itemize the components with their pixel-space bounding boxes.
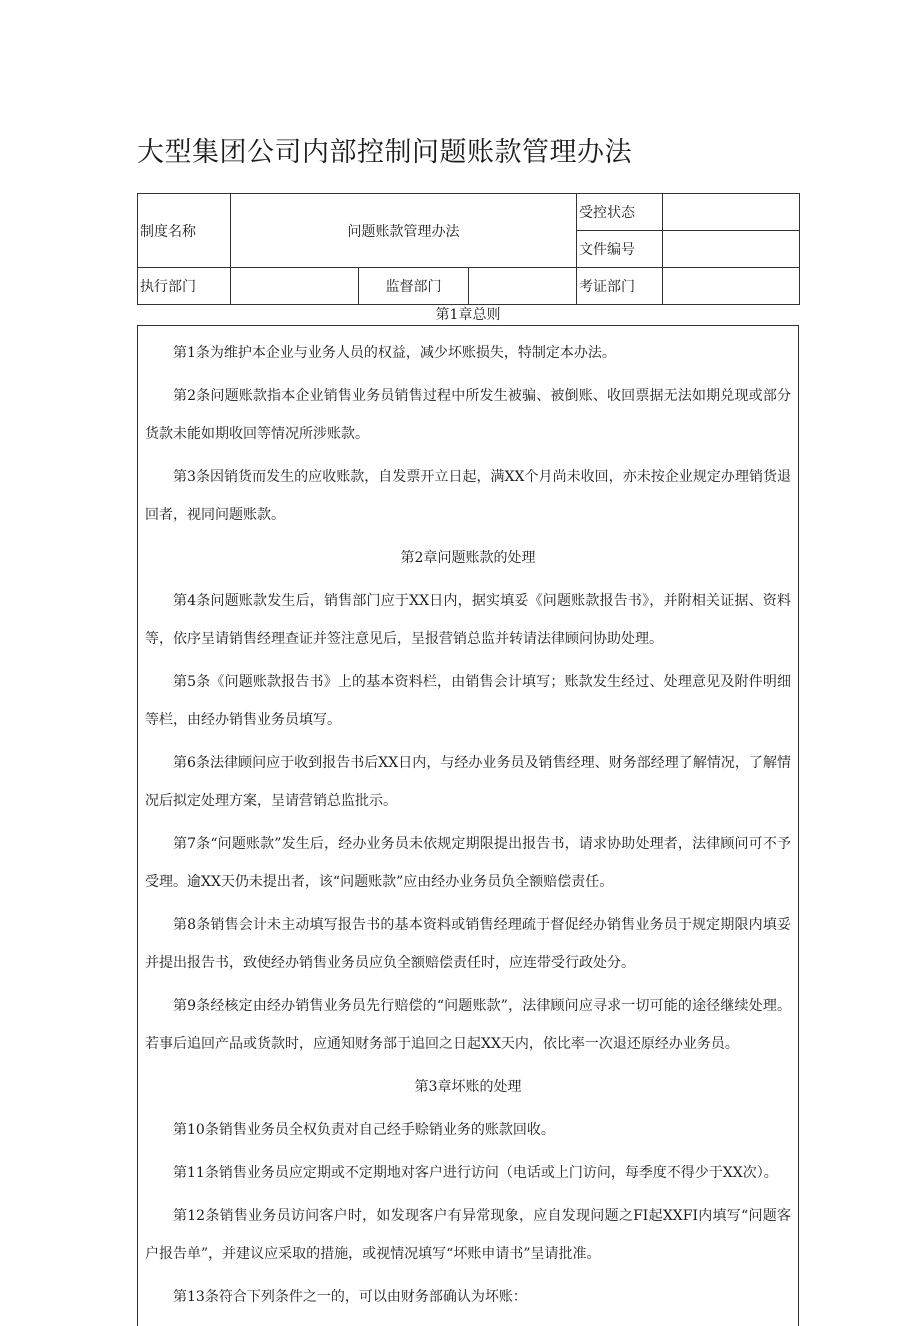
label-system-name: 制度名称 — [138, 194, 231, 268]
value-system-name: 问题账款管理办法 — [231, 194, 577, 268]
label-executing-dept: 执行部门 — [138, 268, 231, 305]
article-2: 第2条问题账款指本企业销售业务员销售过程中所发生被骗、被倒账、收回票据无法如期兑现或部分货款未能如期收回等情况所涉账款。 — [145, 388, 791, 442]
article-list — [137, 334, 799, 1321]
article-3: 第3条因销货而发生的应收账款，自发票开立日起，满XX个月尚未收回，亦未按企业规定办理销货退回者，视同问题账款。 — [145, 469, 791, 523]
chapter-heading-1: 第1章总则 — [435, 307, 501, 323]
article-13: 第13条符合下列条件之一的，可以由财务部确认为坏账： — [173, 1289, 527, 1305]
article-7: 第7条“问题账款”发生后，经办业务员未依规定期限提出报告书，请求协助处理者，法律顾问可不予受理。逾XX天仍未提出者，该“问题账款”应由经办业务员负全额赔偿责任。 — [145, 836, 791, 890]
article-6: 第6条法律顾问应于收到报告书后XX日内，与经办业务员及销售经理、财务部经理了解情况，了解情况后拟定处理方案，呈请营销总监批示。 — [145, 755, 791, 809]
article-12: 第12条销售业务员访问客户时，如发现客户有异常现象，应自发现问题之FI起XXFI内填写“问题客户报告单”，并建议应采取的措施，或视情况填写“坏账申请书”呈请批准。 — [145, 1208, 791, 1262]
document-info-table — [137, 193, 800, 305]
value-control-status — [663, 194, 800, 231]
value-document-number — [663, 231, 800, 268]
value-verifying-dept — [663, 268, 800, 305]
chapter-heading-2: 第2章问题账款的处理 — [400, 550, 536, 566]
chapter-heading-3: 第3章坏账的处理 — [414, 1079, 522, 1095]
article-4: 第4条问题账款发生后，销售部门应于XX日内，据实填妥《问题账款报告书》，并附相关证据、资料等，依序呈请销售经理查证并签注意见后，呈报营销总监并转请法律顾问协助处理。 — [145, 593, 791, 647]
article-5: 第5条《问题账款报告书》上的基本资料栏，由销售会计填写；账款发生经过、处理意见及附件明细等栏，由经办销售业务员填写。 — [145, 674, 791, 728]
page-title: 大型集团公司内部控制问题账款管理办法 — [137, 137, 632, 168]
article-10: 第10条销售业务员全权负责对自己经手赊销业务的账款回收。 — [173, 1122, 555, 1138]
label-verifying-dept: 考证部门 — [577, 268, 663, 305]
label-document-number: 文件编号 — [577, 231, 663, 268]
article-11: 第11条销售业务员应定期或不定期地对客户进行访问（电话或上门访问，每季度不得少于XX次）。 — [173, 1165, 778, 1181]
article-9: 第9条经核定由经办销售业务员先行赔偿的“问题账款”，法律顾问应寻求一切可能的途径继续处理。若事后追回产品或货款时，应通知财务部于追回之日起XX天内，依比率一次退还原经办业务员。 — [145, 998, 791, 1052]
label-supervising-dept: 监督部门 — [359, 268, 469, 305]
article-8: 第8条销售会计未主动填写报告书的基本资料或销售经理疏于督促经办销售业务员于规定期限内填妥并提出报告书，致使经办销售业务员应负全额赔偿责任时，应连带受行政处分。 — [145, 917, 791, 971]
label-control-status: 受控状态 — [577, 194, 663, 231]
article-1: 第1条为维护本企业与业务人员的权益，减少坏账损失，特制定本办法。 — [173, 345, 616, 361]
value-executing-dept — [231, 268, 359, 305]
value-supervising-dept — [469, 268, 577, 305]
